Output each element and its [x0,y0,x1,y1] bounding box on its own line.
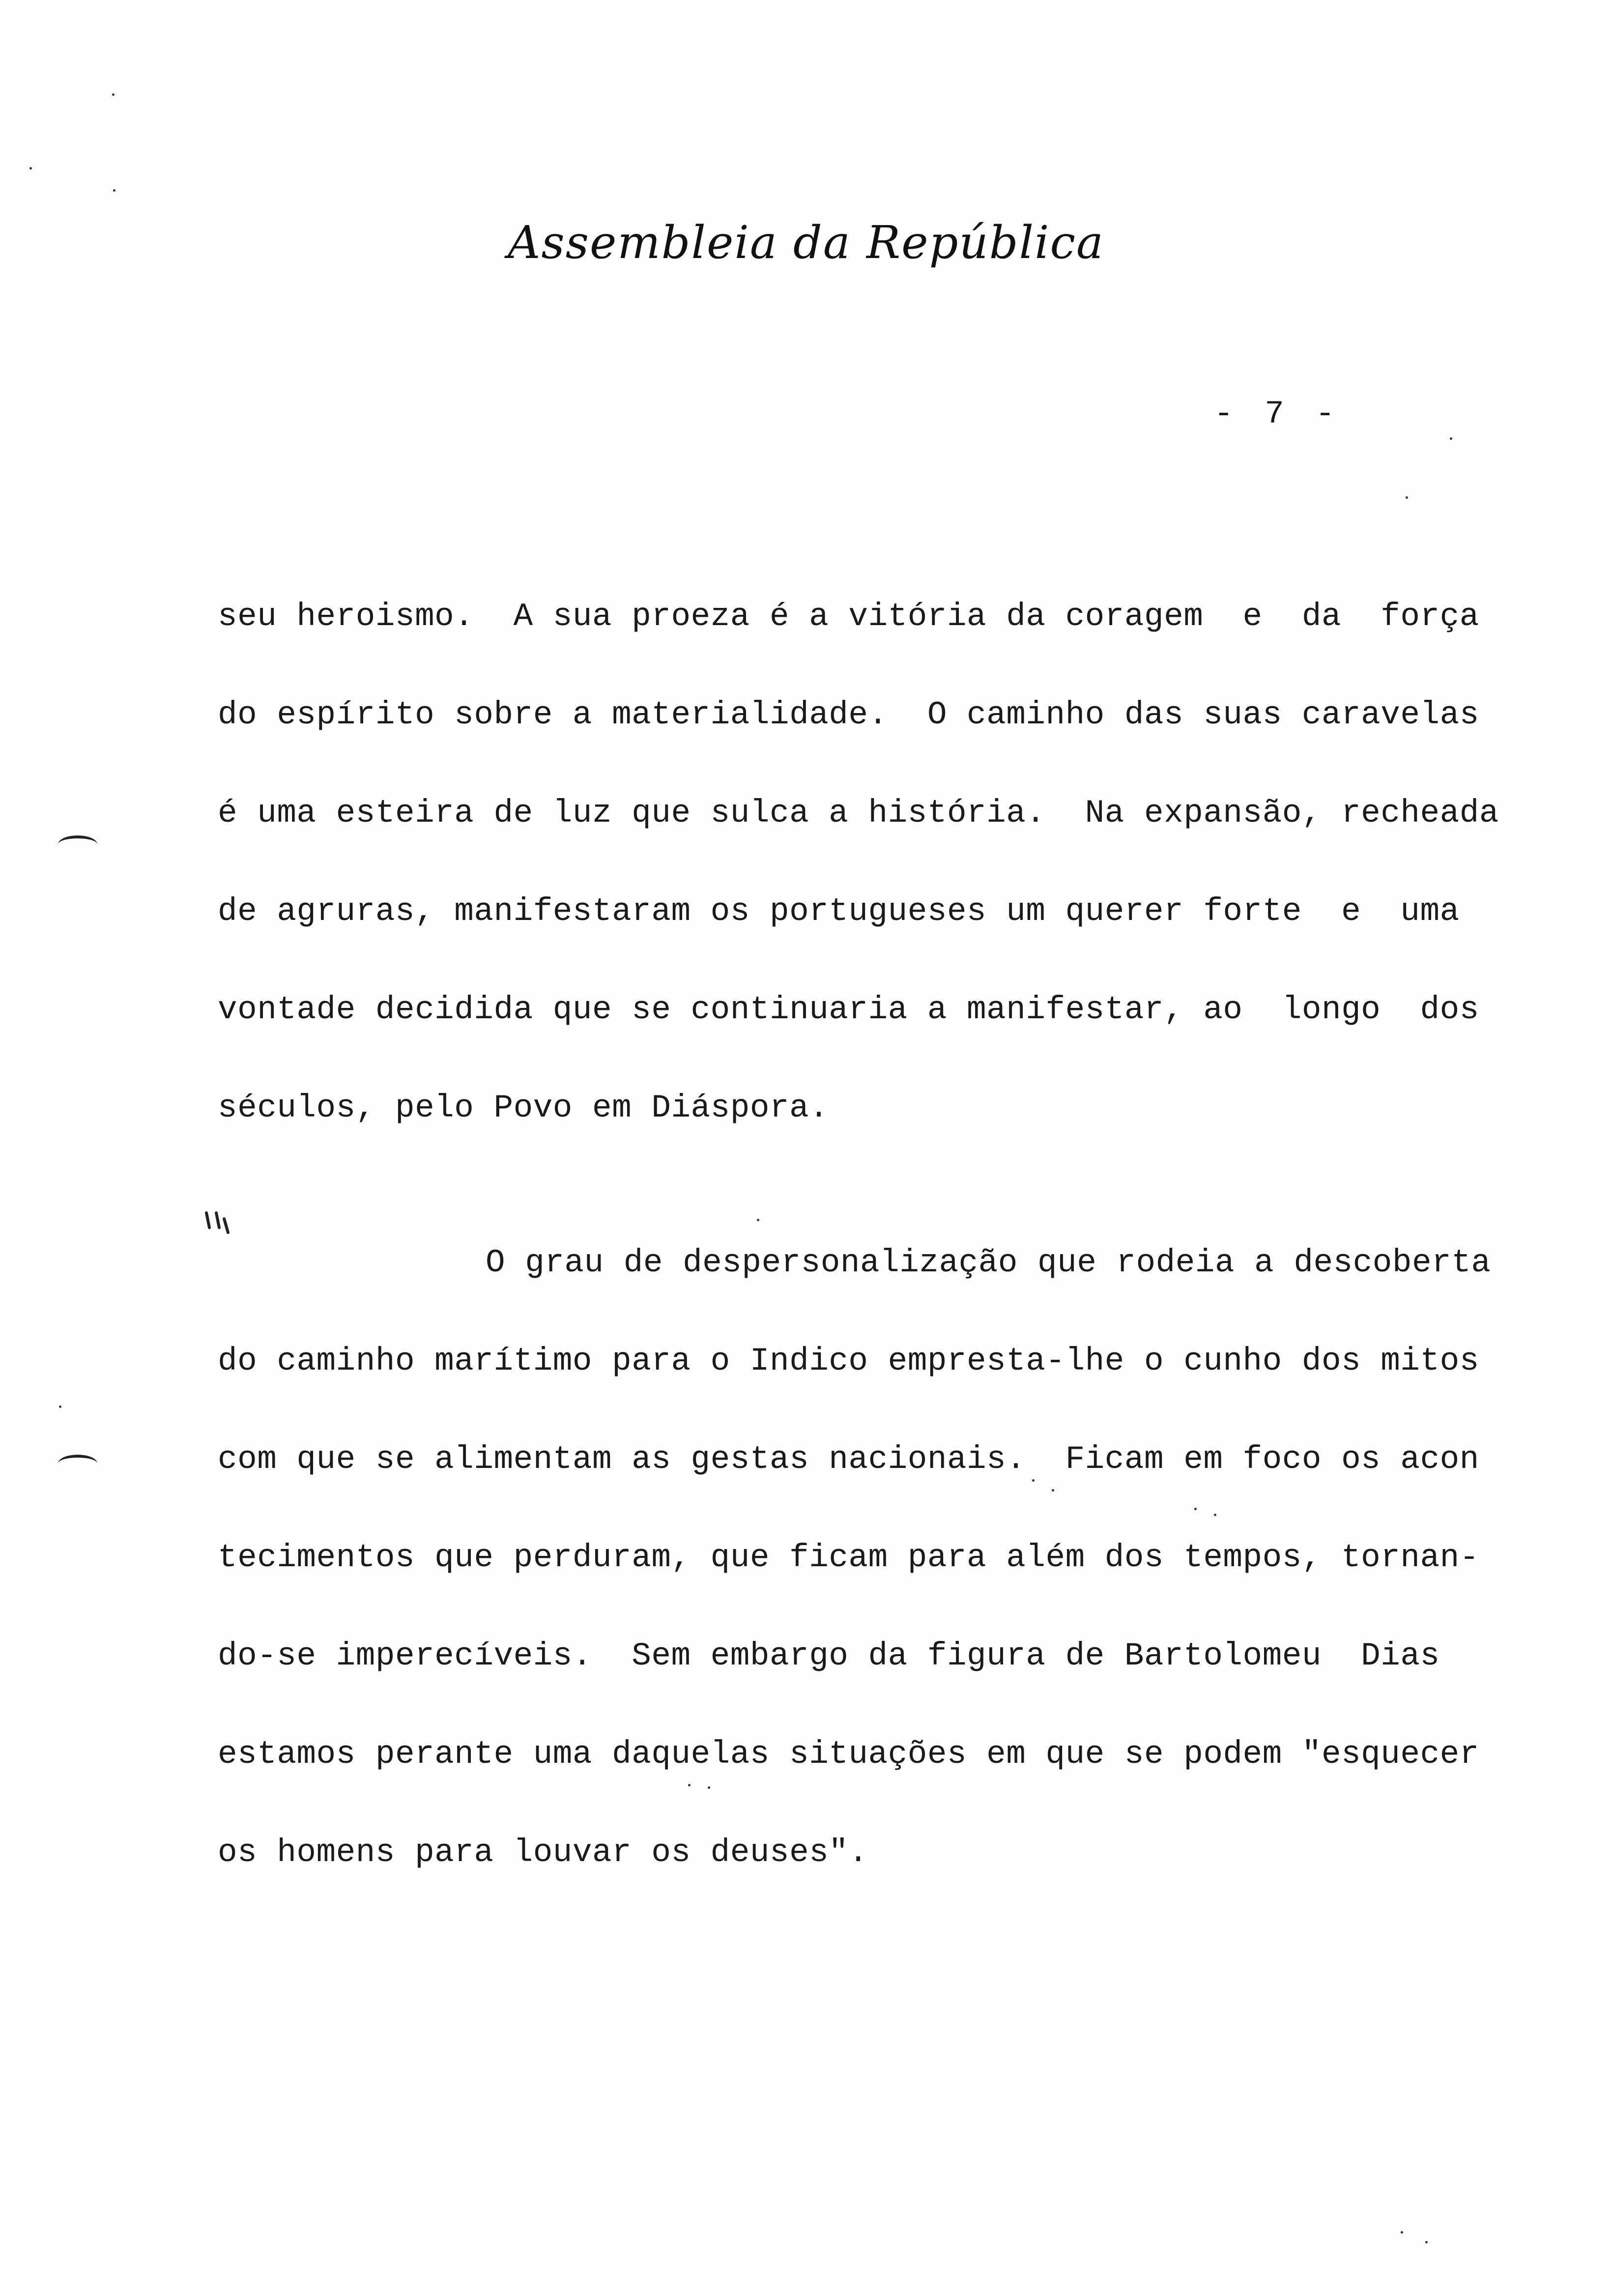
text-line: os homens para louvar os deuses". [218,1834,868,1871]
scan-speck [757,1219,759,1221]
scan-speck [29,167,32,170]
scan-speck [688,1784,691,1786]
letterhead: Assembleia da República [508,216,1104,269]
scan-speck [1450,437,1452,440]
paragraph-1 [218,597,1499,1187]
scan-speck [1406,496,1408,499]
scan-speck [1194,1508,1197,1510]
text-line: é uma esteira de luz que sulca a história. Na expansão, recheada [218,795,1499,832]
text-line: de agruras, manifestaram os portugueses um querer forte e uma [218,893,1460,930]
scan-speck [113,189,115,192]
text-line: com que se alimentam as gestas nacionais. Ficam em foco os acon [218,1441,1479,1478]
scan-speck [1214,1514,1216,1516]
scan-speck [1032,1479,1035,1482]
scan-speck [1052,1489,1054,1492]
scan-speck [112,93,115,96]
text-line: seu heroismo. A sua proeza é a vitória da coragem e da força [218,598,1479,635]
scan-speck [1401,2231,1403,2234]
scan-speck [59,1406,61,1408]
text-line: O grau de despersonalização que rodeia a descoberta [486,1244,1491,1281]
margin-mark [58,835,97,853]
margin-mark [58,1455,97,1472]
page-number: - 7 - [1214,396,1341,432]
text-line: do espírito sobre a materialidade. O caminho das suas caravelas [218,696,1479,733]
text-line: do-se imperecíveis. Sem embargo da figura de Bartolomeu Dias [218,1637,1440,1674]
text-line: tecimentos que perduram, que ficam para além dos tempos, tornan- [218,1539,1479,1576]
paragraph-2 [218,1243,1491,1931]
text-line: vontade decidida que se continuaria a manifestar, ao longo dos [218,991,1479,1028]
scan-speck [708,1786,710,1789]
text-line: séculos, pelo Povo em Diáspora. [218,1090,829,1126]
margin-tick-mark [202,1209,237,1245]
text-line: estamos perante uma daquelas situações em que se podem "esquecer [218,1736,1479,1773]
text-line: do caminho marítimo para o Indico empresta-lhe o cunho dos mitos [218,1343,1479,1379]
scan-speck [1425,2241,1428,2243]
